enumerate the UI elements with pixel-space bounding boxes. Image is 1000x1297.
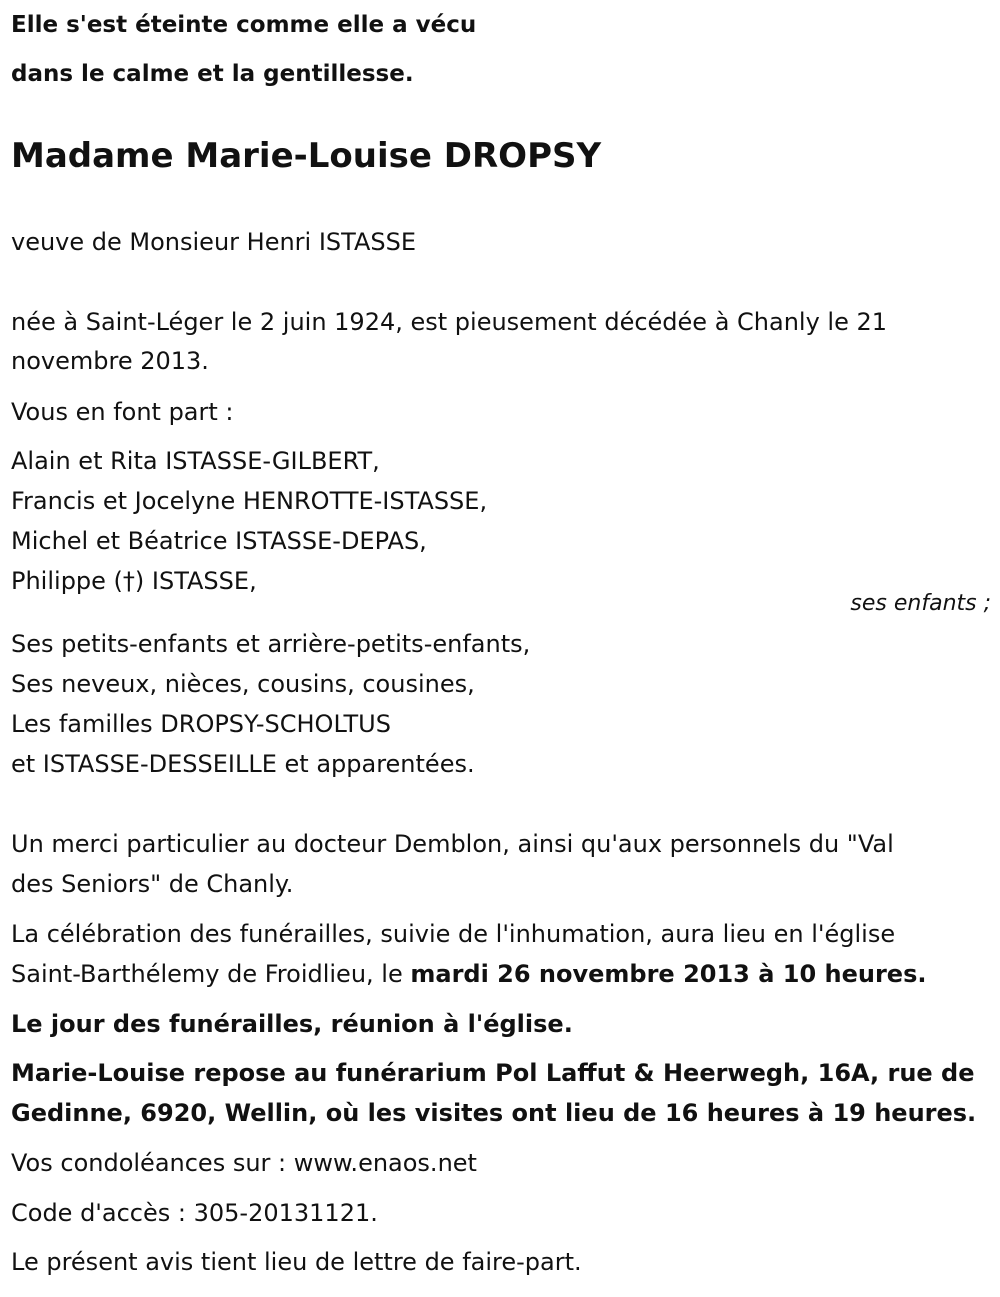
ceremony-line-2	[11, 959, 927, 989]
announce-line: Vous en font part :	[11, 398, 234, 426]
ceremony-line-1: La célébration des funérailles, suivie de l'inhumation, aura lieu en l'église	[11, 920, 896, 948]
intro-line-1: Elle s'est éteinte comme elle a vécu	[11, 12, 477, 38]
notice-line: Le présent avis tient lieu de lettre de faire-part.	[11, 1248, 582, 1276]
children-label: ses enfants ;	[850, 591, 991, 616]
birth-death-line-2: novembre 2013.	[11, 347, 209, 375]
child-3: Michel et Béatrice ISTASSE-DEPAS,	[11, 527, 427, 555]
spouse-line: veuve de Monsieur Henri ISTASSE	[11, 228, 416, 256]
rest-line-2: Gedinne, 6920, Wellin, où les visites ont lieu de 16 heures à 19 heures.	[11, 1099, 977, 1127]
thanks-line-2: des Seniors" de Chanly.	[11, 870, 294, 898]
relatives-2: Ses neveux, nièces, cousins, cousines,	[11, 670, 475, 698]
condolences-line: Vos condoléances sur : www.enaos.net	[11, 1149, 477, 1177]
ceremony-datetime: mardi 26 novembre 2013 à 10 heures.	[410, 960, 927, 988]
rest-line-1: Marie-Louise repose au funérarium Pol Laffut & Heerwegh, 16A, rue de	[11, 1059, 975, 1087]
relatives-4: et ISTASSE-DESSEILLE et apparentées.	[11, 750, 475, 778]
relatives-3: Les familles DROPSY-SCHOLTUS	[11, 710, 391, 738]
ceremony-place: Saint-Barthélemy de Froidlieu, le	[11, 960, 411, 988]
birth-death-line-1: née à Saint-Léger le 2 juin 1924, est pieusement décédée à Chanly le 21	[11, 308, 888, 336]
meeting-line: Le jour des funérailles, réunion à l'église.	[11, 1010, 573, 1038]
relatives-1: Ses petits-enfants et arrière-petits-enfants,	[11, 630, 531, 658]
deceased-name: Madame Marie-Louise DROPSY	[11, 136, 602, 176]
intro-line-2: dans le calme et la gentillesse.	[11, 61, 414, 87]
thanks-line-1: Un merci particulier au docteur Demblon, ainsi qu'aux personnels du "Val	[11, 830, 894, 858]
child-1: Alain et Rita ISTASSE-GILBERT,	[11, 447, 380, 475]
access-code-line: Code d'accès : 305-20131121.	[11, 1199, 378, 1227]
child-4: Philippe (†) ISTASSE,	[11, 567, 257, 595]
child-2: Francis et Jocelyne HENROTTE-ISTASSE,	[11, 487, 488, 515]
